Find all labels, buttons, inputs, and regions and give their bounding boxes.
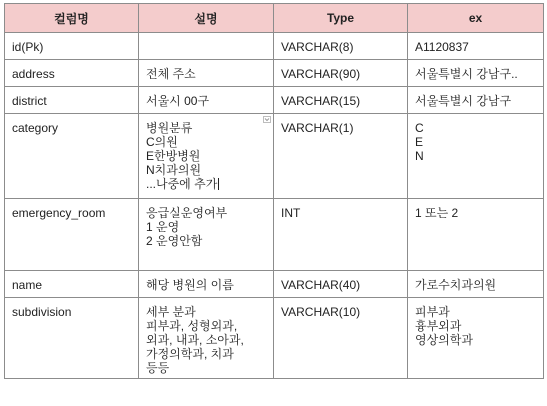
cell-type[interactable]: VARCHAR(15) bbox=[274, 87, 408, 114]
cell-description-line: N치과의원 bbox=[146, 163, 202, 177]
schema-table bbox=[4, 3, 544, 379]
cell-description-line: 전체 주소 bbox=[146, 67, 196, 81]
header-example[interactable]: ex bbox=[408, 4, 544, 33]
cell-description-line: 2 운영안함 bbox=[146, 234, 203, 248]
cell-example-line: 가로수치과의원 bbox=[415, 278, 497, 292]
cell-description-line: 세부 분과 bbox=[146, 305, 196, 319]
cell-description-line: 해당 병원의 이름 bbox=[146, 278, 234, 292]
table-row bbox=[5, 114, 544, 199]
cell-example-line: E bbox=[415, 135, 424, 149]
filter-dropdown-icon[interactable] bbox=[263, 116, 271, 123]
cell-example[interactable] bbox=[408, 33, 544, 60]
cell-description-line-text: ...나중에 추가 bbox=[146, 177, 218, 191]
cell-type[interactable]: VARCHAR(90) bbox=[274, 60, 408, 87]
cell-description-line: 1 운영 bbox=[146, 220, 180, 234]
cell-example[interactable] bbox=[408, 271, 544, 298]
cell-example-line: N bbox=[415, 149, 424, 163]
cell-type[interactable]: VARCHAR(8) bbox=[274, 33, 408, 60]
cell-type[interactable]: VARCHAR(40) bbox=[274, 271, 408, 298]
cell-type[interactable]: VARCHAR(1) bbox=[274, 114, 408, 199]
cell-description[interactable] bbox=[139, 33, 274, 60]
cell-column-name[interactable]: district bbox=[5, 87, 139, 114]
cell-description-line-last bbox=[146, 177, 266, 191]
header-type[interactable]: Type bbox=[274, 4, 408, 33]
cell-column-name[interactable]: name bbox=[5, 271, 139, 298]
cell-example[interactable] bbox=[408, 60, 544, 87]
cell-column-name[interactable]: id(Pk) bbox=[5, 33, 139, 60]
cell-description-line: C의원 bbox=[146, 135, 178, 149]
cell-column-name[interactable]: subdivision bbox=[5, 298, 139, 379]
cell-description-line: 서울시 00구 bbox=[146, 94, 210, 108]
cell-description-line: 병원분류 bbox=[146, 121, 193, 135]
cell-description-line: 피부과, 성형외과, bbox=[146, 319, 238, 333]
cell-example-line: 1 또는 2 bbox=[415, 206, 459, 220]
cell-example-line: C bbox=[415, 121, 424, 135]
cell-column-name[interactable]: category bbox=[5, 114, 139, 199]
header-description[interactable]: 설명 bbox=[139, 4, 274, 33]
spreadsheet-table-view bbox=[4, 3, 543, 402]
cell-example[interactable] bbox=[408, 87, 544, 114]
header-column-name[interactable]: 컬럼명 bbox=[5, 4, 139, 33]
cell-example-line: 피부과 bbox=[415, 305, 450, 319]
cell-example[interactable] bbox=[408, 199, 544, 271]
cell-description[interactable] bbox=[139, 60, 274, 87]
cell-column-name[interactable]: emergency_room bbox=[5, 199, 139, 271]
cell-description-line: E한방병원 bbox=[146, 149, 201, 163]
cell-column-name[interactable]: address bbox=[5, 60, 139, 87]
cell-description[interactable] bbox=[139, 271, 274, 298]
cell-example-line: 서울특별시 강남구 bbox=[415, 94, 512, 108]
table-row bbox=[5, 271, 544, 298]
table-row bbox=[5, 298, 544, 379]
cell-example-line: 서울특별시 강남구.. bbox=[415, 67, 518, 81]
cell-description[interactable] bbox=[139, 114, 274, 199]
cell-type[interactable]: INT bbox=[274, 199, 408, 271]
cell-type[interactable]: VARCHAR(10) bbox=[274, 298, 408, 379]
cell-description-content bbox=[146, 121, 266, 198]
cell-description-line: 응급실운영여부 bbox=[146, 206, 228, 220]
cell-description-line: 외과, 내과, 소아과, bbox=[146, 333, 244, 347]
cell-description-line: 가정의학과, 치과 bbox=[146, 347, 234, 361]
table-row bbox=[5, 33, 544, 60]
cell-example[interactable] bbox=[408, 114, 544, 199]
header-row bbox=[5, 4, 544, 33]
cell-example-line: 영상의학과 bbox=[415, 333, 473, 347]
cell-description[interactable] bbox=[139, 199, 274, 271]
cell-example[interactable] bbox=[408, 298, 544, 379]
text-cursor-icon bbox=[218, 178, 219, 190]
cell-example-line: A1120837 bbox=[415, 40, 469, 54]
cell-description-line: 등등 bbox=[146, 361, 170, 375]
table-row bbox=[5, 60, 544, 87]
cell-description[interactable] bbox=[139, 298, 274, 379]
table-row bbox=[5, 87, 544, 114]
cell-description[interactable] bbox=[139, 87, 274, 114]
table-row bbox=[5, 199, 544, 271]
cell-example-line: 흉부외과 bbox=[415, 319, 462, 333]
